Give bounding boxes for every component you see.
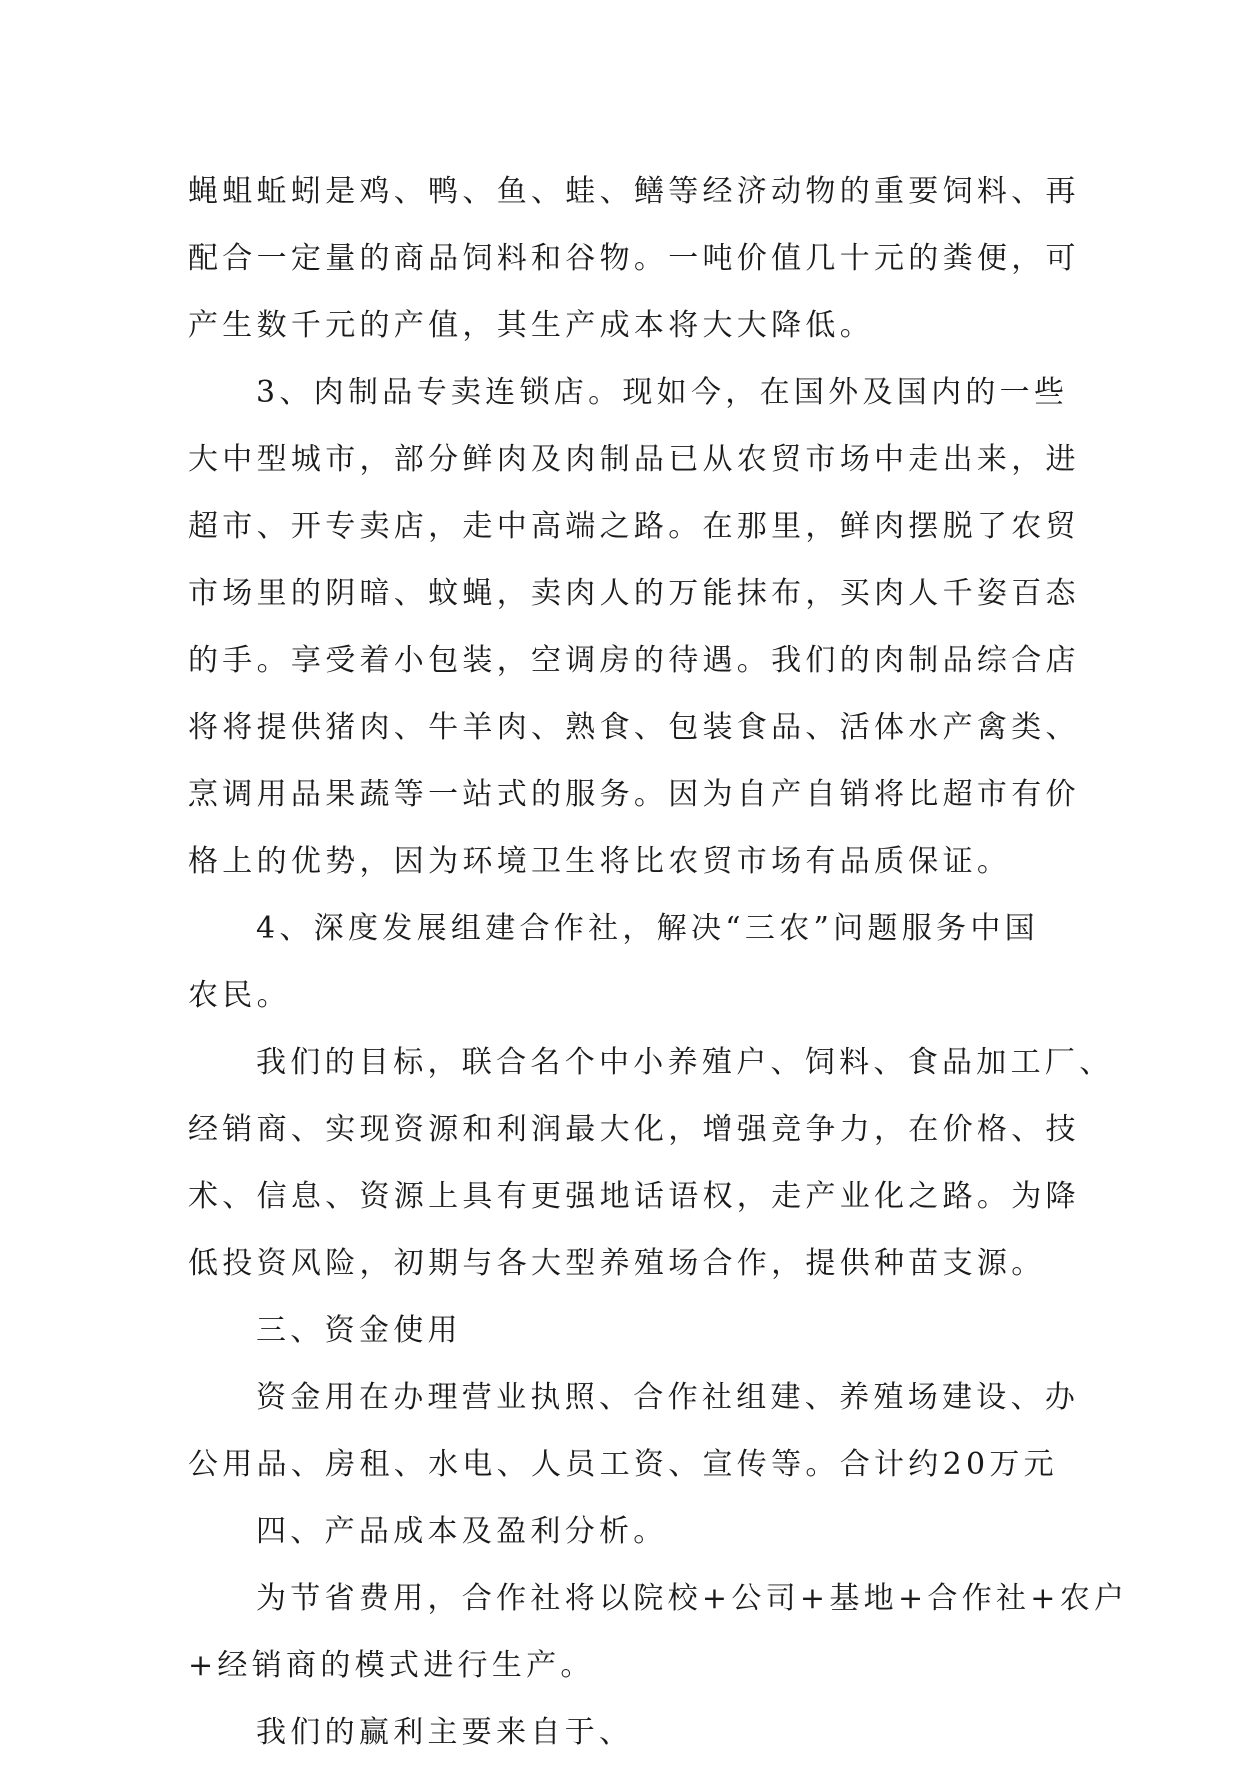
text-line: 农民。 [188,978,291,1013]
text-line: 术、信息、资源上具有更强地话语权，走产业化之路。为降 [188,1179,1080,1214]
text-line: 蝇蛆蚯蚓是鸡、鸭、鱼、蛙、鳝等经济动物的重要饲料、再 [188,174,1080,209]
paragraph-first-line: 我们的赢利主要来自于、 [256,1715,634,1750]
document-body [188,158,1129,1766]
text-line: 经销商、实现资源和利润最大化，增强竞争力，在价格、技 [188,1112,1080,1147]
text-line: 的手。享受着小包装，空调房的待遇。我们的肉制品综合店 [188,643,1080,678]
text-line: +经销商的模式进行生产。 [188,1648,595,1683]
text-line: 烹调用品果蔬等一站式的服务。因为自产自销将比超市有价 [188,777,1080,812]
paragraph-first-line: 为节省费用，合作社将以院校+公司+基地+合作社+农户 [256,1581,1129,1616]
text-line: 低投资风险，初期与各大型养殖场合作，提供种苗支源。 [188,1246,1046,1281]
paragraph-first-line: 资金用在办理营业执照、合作社组建、养殖场建设、办 [256,1380,1080,1415]
section-heading-cost-profit: 四、产品成本及盈利分析。 [256,1514,668,1549]
paragraph-heading-line: 3、肉制品专卖连锁店。现如今，在国外及国内的一些 [256,375,1069,410]
text-line: 超市、开专卖店，走中高端之路。在那里，鲜肉摆脱了农贸 [188,509,1080,544]
text-line: 格上的优势，因为环境卫生将比农贸市场有品质保证。 [188,844,1012,879]
text-line: 市场里的阴暗、蚊蝇，卖肉人的万能抹布，买肉人千姿百态 [188,576,1080,611]
paragraph-heading-line: 4、深度发展组建合作社，解决“三农”问题服务中国 [256,911,1039,946]
text-line: 将将提供猪肉、牛羊肉、熟食、包装食品、活体水产禽类、 [188,710,1080,745]
text-line: 大中型城市，部分鲜肉及肉制品已从农贸市场中走出来，进 [188,442,1080,477]
text-line: 公用品、房租、水电、人员工资、宣传等。合计约20万元 [188,1447,1058,1482]
paragraph-first-line: 我们的目标，联合名个中小养殖户、饲料、食品加工厂、 [256,1045,1114,1080]
text-line: 产生数千元的产值，其生产成本将大大降低。 [188,308,874,343]
section-heading-funds: 三、资金使用 [256,1313,462,1348]
text-line: 配合一定量的商品饲料和谷物。一吨价值几十元的粪便，可 [188,241,1080,276]
